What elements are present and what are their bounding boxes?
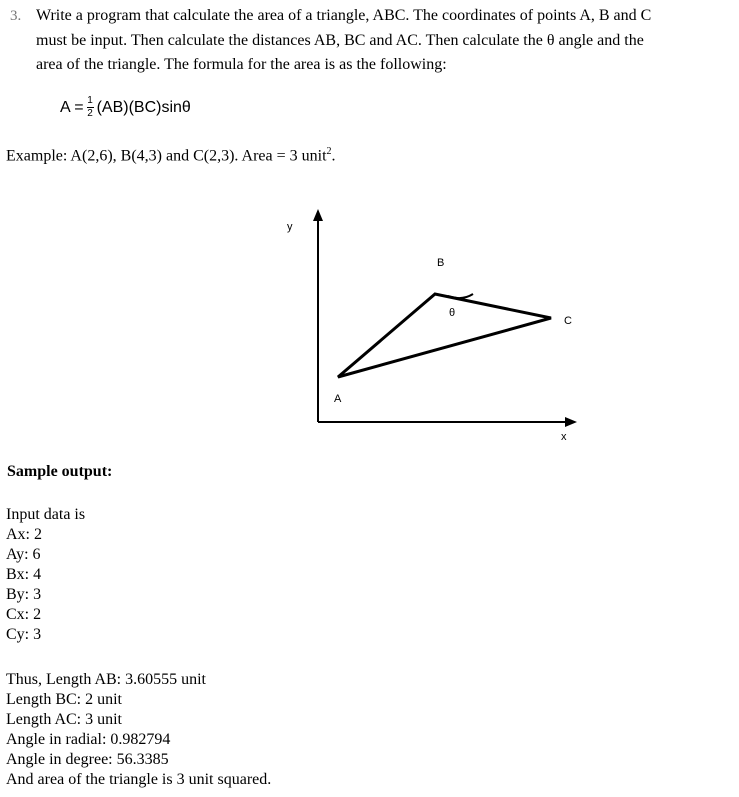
- sample-output-heading: Sample output:: [7, 463, 113, 480]
- triangle-abc: [338, 294, 551, 377]
- point-b-label: B: [437, 257, 445, 269]
- theta-label: θ: [449, 307, 456, 319]
- x-axis: [318, 417, 577, 427]
- question-number: 3.: [10, 8, 22, 24]
- result-line: Length AC: 3 unit: [6, 711, 122, 728]
- input-data-block: [6, 505, 85, 645]
- result-line: Thus, Length AB: 3.60555 unit: [6, 671, 206, 688]
- formula-lhs: A =: [60, 98, 84, 116]
- y-axis-arrow-icon: [313, 209, 323, 221]
- input-line: Ax: 2: [6, 526, 42, 543]
- input-line: By: 3: [6, 586, 42, 603]
- result-line: Angle in radial: 0.982794: [6, 731, 171, 748]
- fraction-numerator: 1: [87, 95, 93, 106]
- x-axis-label: x: [561, 431, 567, 443]
- point-c-label: C: [564, 315, 572, 327]
- question-line-1: Write a program that calculate the area of a triangle, ABC. The coordinates of points A, B and C: [36, 7, 652, 24]
- input-line: Input data is: [6, 506, 86, 523]
- example-superscript: 2: [326, 146, 332, 157]
- result-line: And area of the triangle is 3 unit squared.: [6, 771, 272, 788]
- example-text: Example: A(2,6), B(4,3) and C(2,3). Area = 3 unit: [6, 147, 327, 165]
- input-line: Cy: 3: [6, 626, 42, 643]
- fraction-denominator: 2: [87, 108, 93, 119]
- input-line: Ay: 6: [6, 546, 41, 563]
- input-line: Cx: 2: [6, 606, 42, 623]
- input-line: Bx: 4: [6, 566, 42, 583]
- y-axis-label: y: [287, 221, 293, 233]
- result-line: Angle in degree: 56.3385: [6, 751, 169, 768]
- question-line-2: must be input. Then calculate the distances AB, BC and AC. Then calculate the θ angle and the: [36, 32, 644, 49]
- results-block: [6, 670, 271, 790]
- point-a-label: A: [334, 393, 342, 405]
- example-end: .: [331, 147, 336, 165]
- result-line: Length BC: 2 unit: [6, 691, 122, 708]
- formula-rhs: (AB)(BC)sinθ: [96, 98, 191, 116]
- x-axis-arrow-icon: [565, 417, 577, 427]
- question-line-3: area of the triangle. The formula for the area is as the following:: [36, 56, 447, 73]
- y-axis: [313, 209, 323, 422]
